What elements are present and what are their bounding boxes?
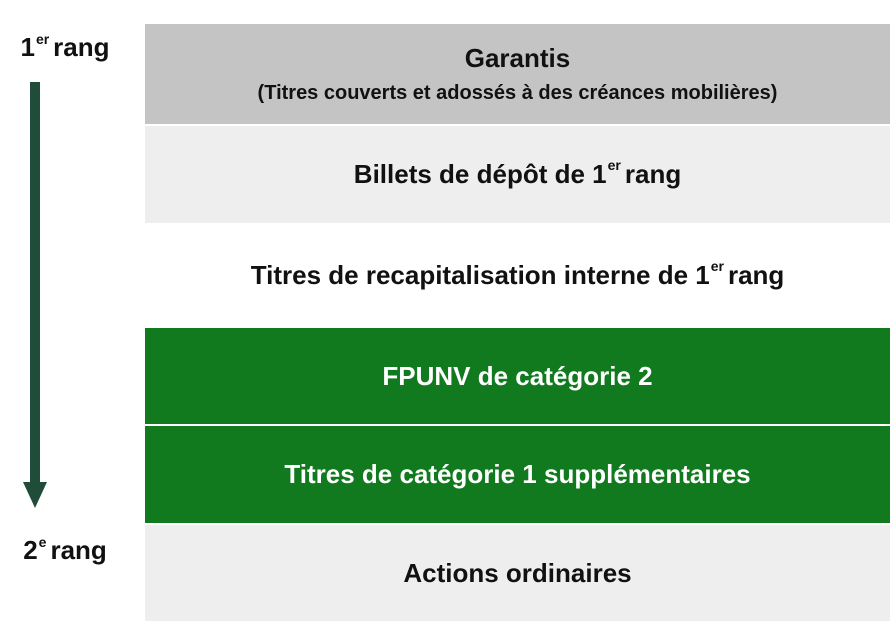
tier-title: Titres de catégorie 1 supplémentaires: [284, 459, 751, 489]
down-arrow-icon: [22, 82, 48, 508]
tier-title-text-end: rang: [624, 159, 682, 189]
tier-title: FPUNV de catégorie 2: [382, 360, 653, 391]
tier-senior-deposit-notes: [145, 126, 890, 223]
tier-bail-in-notes: [145, 225, 890, 326]
tier-title: Garantis: [464, 43, 571, 73]
tier-title: [354, 159, 681, 190]
tier-title-superscript: er: [710, 258, 724, 274]
tier-title: Actions ordinaires: [403, 557, 632, 588]
rank-number: 2: [23, 535, 38, 565]
rank-label-second: [0, 534, 130, 565]
rank-label-first: [0, 31, 130, 62]
tier-title-text: Billets de dépôt de 1: [353, 159, 607, 189]
tier-subtitle: (Titres couverts et adossés à des créances mobilières): [257, 82, 778, 104]
tier-title: [251, 260, 785, 291]
arrow-head: [23, 482, 47, 508]
arrow-shaft: [30, 82, 40, 484]
tier-common-shares: [145, 525, 890, 621]
rank-word: rang: [50, 535, 107, 565]
rank-word: rang: [53, 32, 110, 62]
rank-superscript: e: [38, 534, 47, 550]
tier-guaranteed: [145, 24, 890, 124]
tier-fpunv-category-2: [145, 328, 890, 424]
tier-title-text-end: rang: [727, 260, 785, 290]
rank-number: 1: [20, 32, 35, 62]
tier-additional-tier-1: [145, 426, 890, 523]
rank-superscript: er: [35, 31, 50, 47]
tier-title-text: Titres de recapitalisation interne de 1: [250, 260, 710, 290]
tier-title-superscript: er: [607, 157, 621, 173]
